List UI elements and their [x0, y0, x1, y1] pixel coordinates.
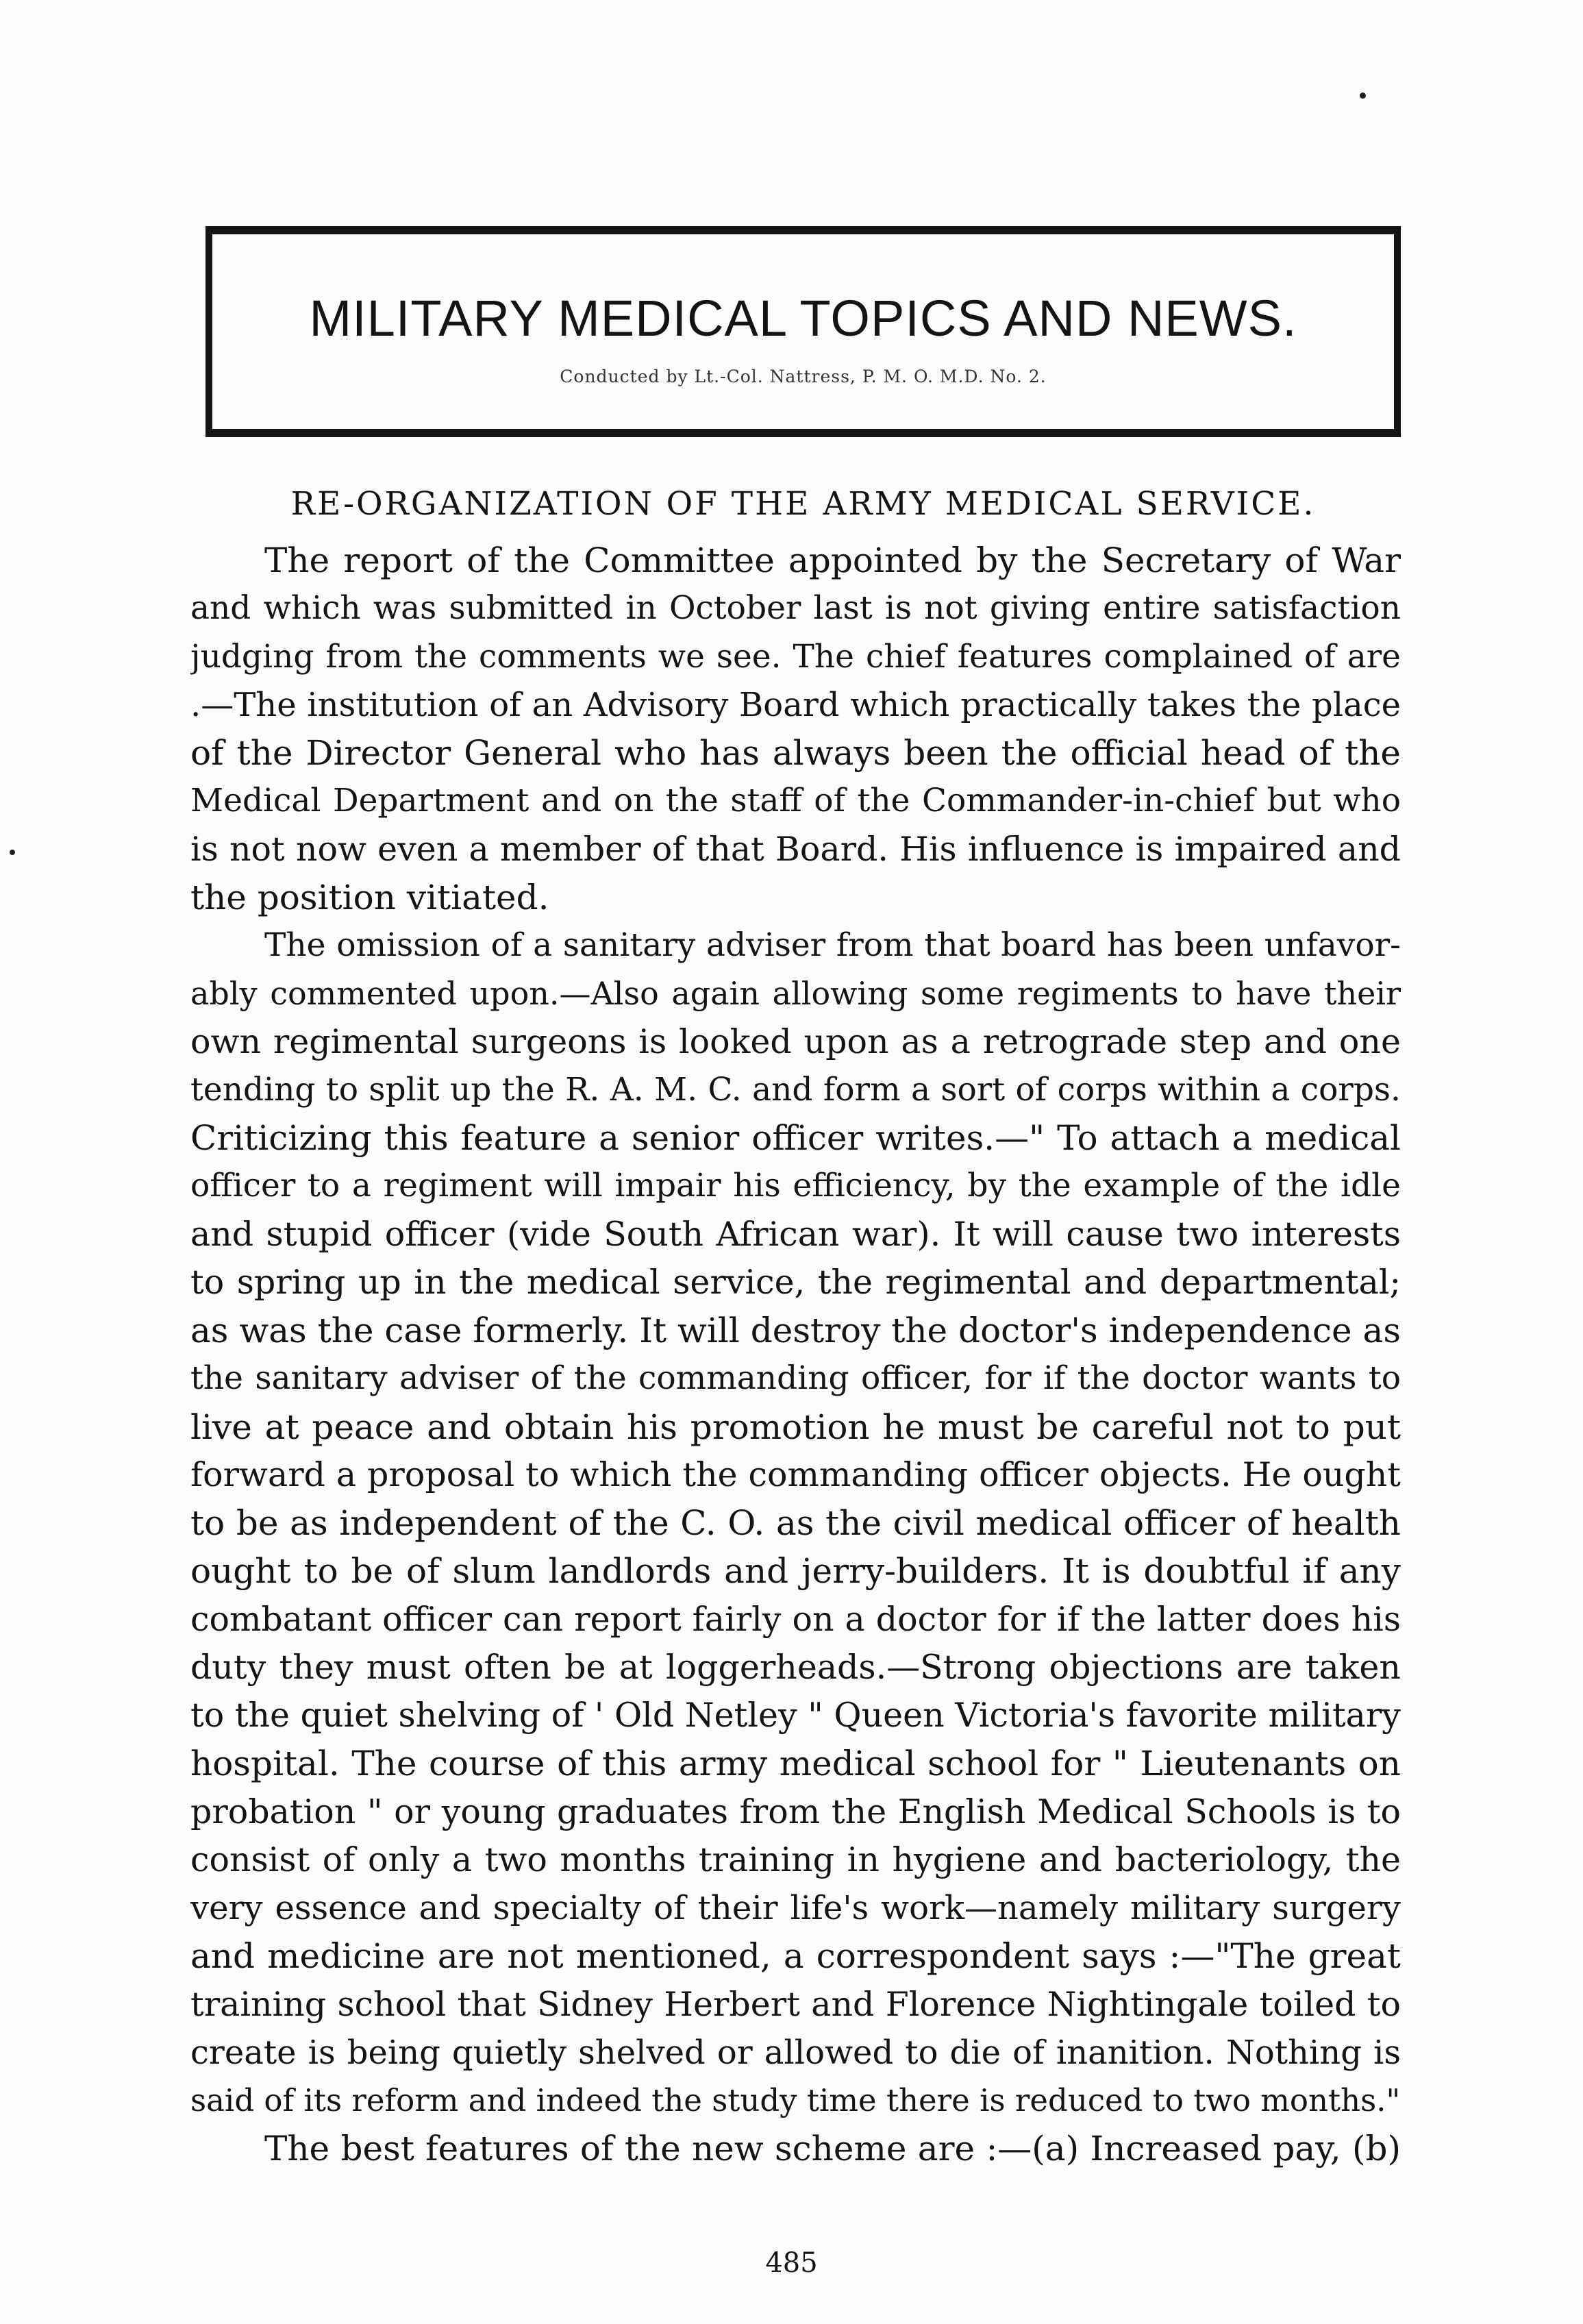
text-line: duty they must often be at loggerheads.—Strong objections are taken: [190, 1647, 1401, 1687]
text-line: Medical Department and on the staff of the Commander-in-chief but who: [190, 782, 1401, 820]
text-line: forward a proposal to which the commanding officer objects. He ought: [190, 1455, 1401, 1494]
text-line: to be as independent of the C. O. as the civil medical officer of health: [190, 1503, 1401, 1543]
text-line: The omission of a sanitary adviser from that board has been unfavor-: [264, 926, 1401, 964]
text-line: judging from the comments we see. The chief features complained of are: [190, 637, 1401, 676]
text-line: officer to a regiment will impair his efficiency, by the example of the idle: [190, 1167, 1401, 1205]
text-line: own regimental surgeons is looked upon as a retrograde step and one: [190, 1022, 1401, 1061]
article-heading: RE-ORGANIZATION OF THE ARMY MEDICAL SERVICE.: [290, 485, 1316, 523]
text-line: the position vitiated.: [190, 877, 549, 917]
text-line: as was the case formerly. It will destroy the doctor's independence as: [190, 1311, 1401, 1350]
text-line: The best features of the new scheme are :—(a) Increased pay, (b): [264, 2129, 1401, 2169]
text-line: probation " or young graduates from the English Medical Schools is to: [190, 1792, 1401, 1831]
text-line: hospital. The course of this army medical school for " Lieutenants on: [190, 1744, 1401, 1784]
text-line: and stupid officer (vide South African war). It will cause two interests: [190, 1214, 1401, 1254]
column-header-box: [205, 226, 1401, 437]
text-line: is not now even a member of that Board. His influence is impaired and: [190, 829, 1401, 869]
text-line: training school that Sidney Herbert and Florence Nightingale toiled to: [190, 1984, 1401, 2024]
column-credit: Conducted by Lt.-Col. Nattress, P. M. O. M.D. No. 2.: [560, 367, 1047, 386]
text-line: ought to be of slum landlords and jerry-builders. It is doubtful if any: [190, 1551, 1401, 1592]
page-number: 485: [765, 2247, 818, 2279]
header-rule-top: [205, 226, 1401, 234]
text-line: said of its reform and indeed the study time there is reduced to two months.": [190, 2082, 1401, 2118]
stray-mark-left: [10, 850, 15, 855]
text-line: and which was submitted in October last is not giving entire satisfaction: [190, 589, 1401, 628]
text-line: the sanitary adviser of the commanding officer, for if the doctor wants to: [190, 1359, 1401, 1398]
text-line: of the Director General who has always been the official head of the: [190, 733, 1401, 773]
text-line: Criticizing this feature a senior officer writes.—" To attach a medical: [190, 1118, 1401, 1158]
text-line: and medicine are not mentioned, a correspondent says :—"The great: [190, 1936, 1401, 1977]
text-line: very essence and specialty of their life's work—namely military surgery: [190, 1889, 1401, 1927]
column-title: MILITARY MEDICAL TOPICS AND NEWS.: [309, 290, 1297, 347]
article-body: [190, 536, 1401, 2173]
text-line: live at peace and obtain his promotion he must be careful not to put: [190, 1407, 1401, 1447]
text-line: ably commented upon.—Also again allowing some regiments to have their: [190, 975, 1401, 1013]
text-line: tending to split up the R. A. M. C. and form a sort of corps within a corps.: [190, 1070, 1401, 1109]
header-rule-bottom: [205, 429, 1401, 437]
text-line: combatant officer can report fairly on a doctor for if the latter does his: [190, 1599, 1401, 1639]
stray-mark-top: [1360, 92, 1366, 99]
text-line: create is being quietly shelved or allowed to die of inanition. Nothing is: [190, 2033, 1401, 2072]
text-line: consist of only a two months training in hygiene and bacteriology, the: [190, 1840, 1401, 1879]
text-line: to spring up in the medical service, the regimental and departmental;: [190, 1262, 1401, 1302]
text-line: The report of the Committee appointed by the Secretary of War: [264, 541, 1401, 580]
text-line: to the quiet shelving of ' Old Netley " Queen Victoria's favorite military: [190, 1696, 1401, 1735]
text-line: .—The institution of an Advisory Board which practically takes the place: [190, 685, 1401, 724]
